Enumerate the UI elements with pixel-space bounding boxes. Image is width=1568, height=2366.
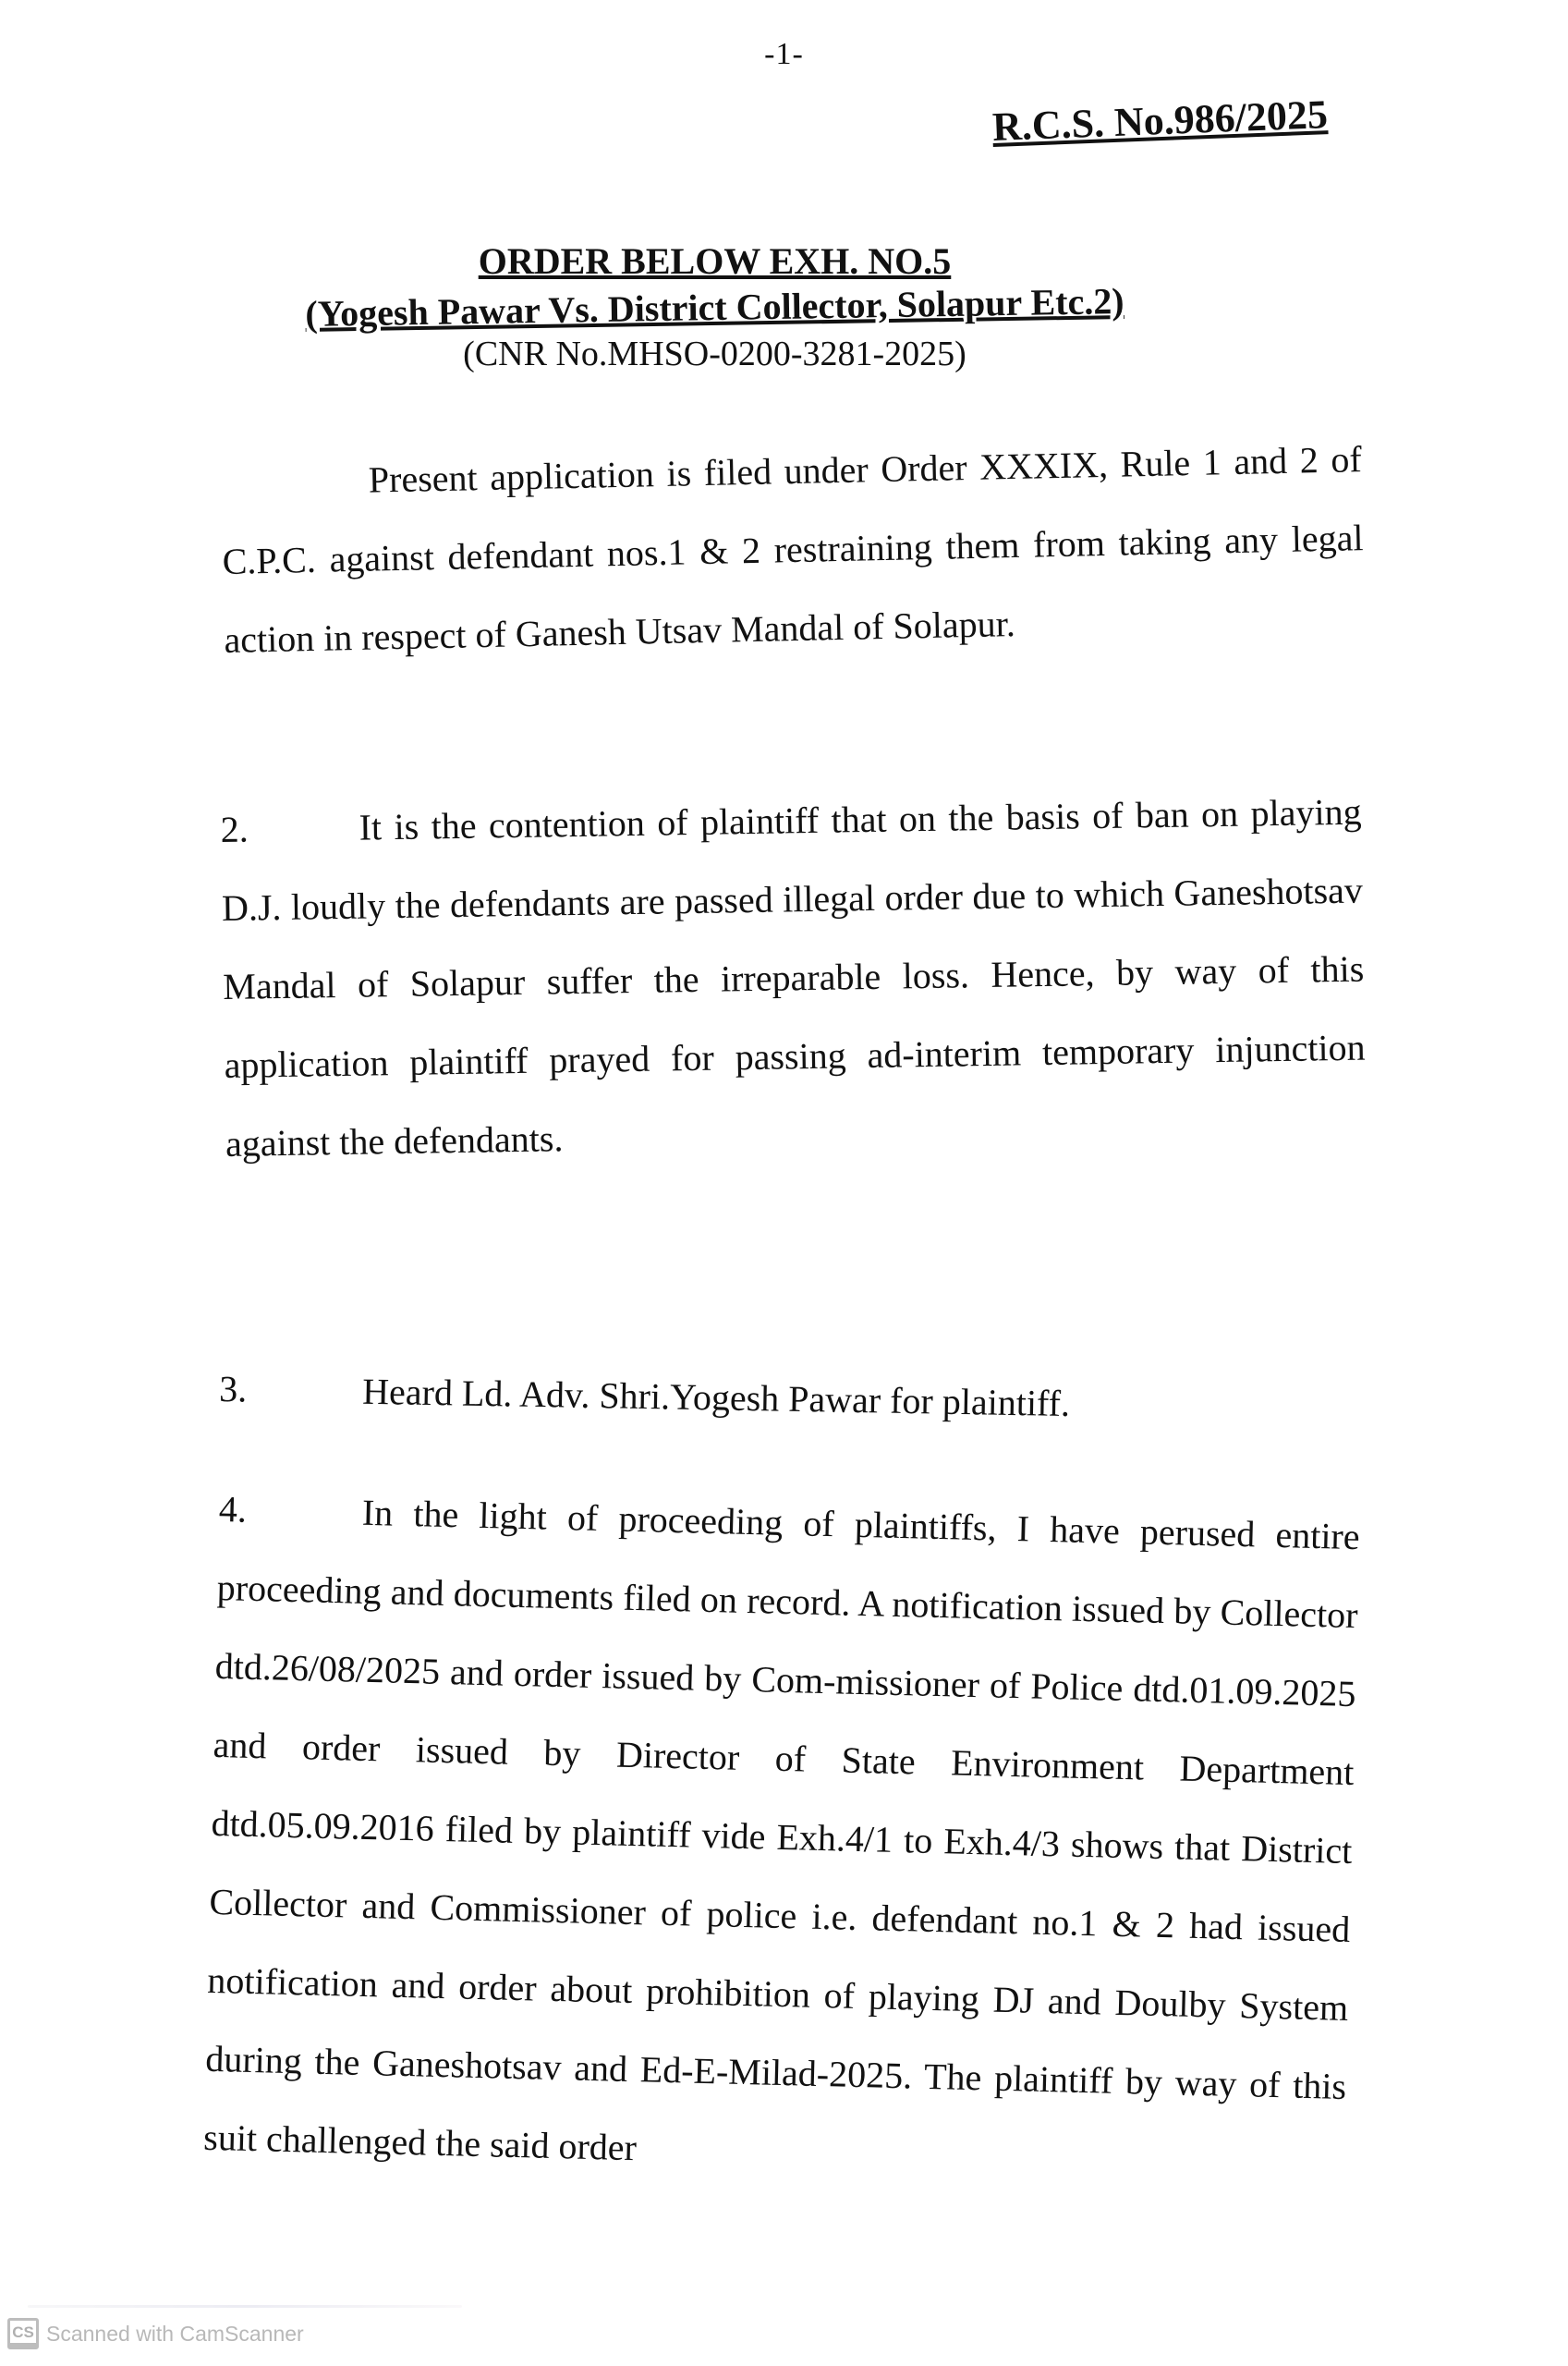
paragraph-text: In the light of proceeding of plaintiffs, I have perused entire proceeding and documents filed on record. A notification issued by Collector dtd.26/08/2025 and order issued by Com-missioner of Police dtd.01.09.2025 and order issued by Director of State Environment Department dtd.05.09.2016 filed by plaintiff vide Exh.4/1 to Exh.4/3 shows that District Collector and Commissioner of police i.e. defendant no.1 & 2 had issued notification and order about prohibition of playing DJ and Doulby System during the Ganeshotsav and Ed-E-Milad-2025. The plaintiff by way of this suit challenged the said order <box>202 1491 1361 2169</box>
paragraph-text: Present application is filed under Order XXXIX, Rule 1 and 2 of C.P.C. against defendant nos.1 & 2 restraining them from taking any legal action in respect of Ganesh Utsav Mandal of Solapur. <box>222 438 1364 661</box>
paragraph-3 <box>219 1349 1361 1448</box>
paragraph-1 <box>220 420 1366 679</box>
camscanner-logo-icon: CS <box>7 2318 39 2349</box>
paragraph-2 <box>220 773 1367 1183</box>
order-heading: ORDER BELOW EXH. NO.5 <box>478 240 952 282</box>
paragraph-body <box>219 1349 1361 1448</box>
paragraph-text: Heard Ld. Adv. Shri.Yogesh Pawar for plaintiff. <box>361 1370 1071 1425</box>
paragraph-4 <box>202 1470 1360 2204</box>
cnr-number: (CNR No.MHSO-0200-3281-2025) <box>463 335 966 373</box>
paragraph-number: 3. <box>218 1367 248 1410</box>
paragraph-number: 2. <box>220 808 249 850</box>
order-title-block <box>0 238 1568 377</box>
paragraph-number: 4. <box>218 1487 248 1531</box>
case-number: R.C.S. No.986/2025 <box>991 91 1329 151</box>
case-parties: (Yogesh Pawar Vs. District Collector, Solapur Etc.2) <box>305 280 1124 335</box>
paragraph-body <box>202 1470 1360 2204</box>
paragraph-body <box>220 773 1367 1183</box>
camscanner-watermark <box>7 2318 304 2349</box>
page-number: -1- <box>764 37 804 71</box>
watermark-label: Scanned with CamScanner <box>46 2321 304 2346</box>
scan-artifact-line <box>28 2305 462 2308</box>
paragraph-text: It is the contention of plaintiff that on the basis of ban on playing D.J. loudly the defendants are passed illegal order due to which Ganeshotsav Mandal of Solapur suffer the irreparable loss. Hence, by way of this application plaintiff prayed for passing ad-interim temporary injunction against the defendants. <box>221 790 1366 1165</box>
